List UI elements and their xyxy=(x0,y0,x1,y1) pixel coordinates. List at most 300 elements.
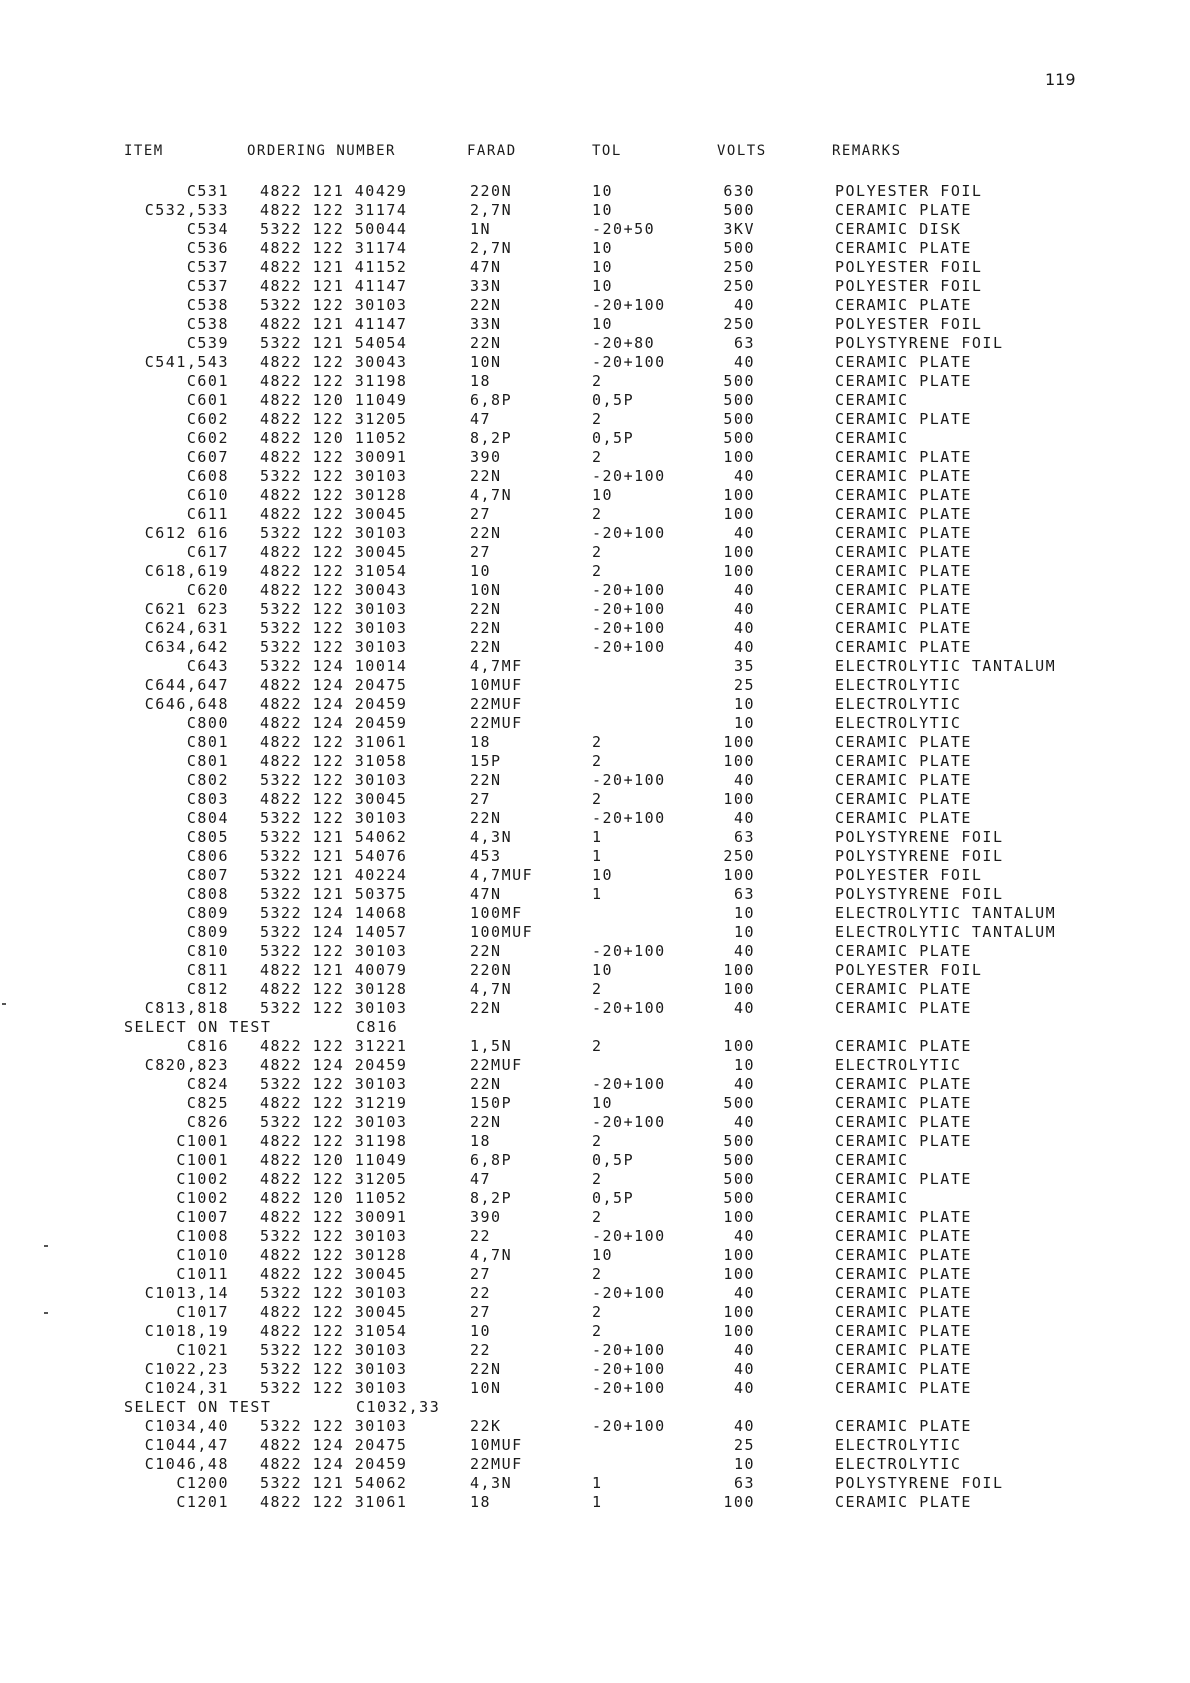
table-row xyxy=(0,999,1190,1018)
table-row xyxy=(0,619,1190,638)
volts-cell: 250 xyxy=(723,258,755,276)
farad-cell: 4,7N xyxy=(470,980,513,998)
farad-cell: 22MUF xyxy=(470,695,523,713)
remarks-cell: CERAMIC PLATE xyxy=(835,562,972,580)
remarks-cell: CERAMIC PLATE xyxy=(835,942,972,960)
item-cell: C612 616 xyxy=(144,524,229,542)
tol-cell: 1 xyxy=(592,847,603,865)
item-cell: C1001 xyxy=(176,1132,229,1150)
remarks-cell: ELECTROLYTIC xyxy=(835,1455,962,1473)
ordering-number-cell: 4822 122 30045 xyxy=(260,790,408,808)
item-cell: C1002 xyxy=(176,1189,229,1207)
volts-cell: 40 xyxy=(733,619,755,637)
header-farad: FARAD xyxy=(467,143,517,159)
ordering-number-cell: 5322 122 30103 xyxy=(260,638,408,656)
item-cell: C538 xyxy=(186,315,229,333)
item-cell: C610 xyxy=(186,486,229,504)
table-row xyxy=(0,1208,1190,1227)
table-row xyxy=(0,429,1190,448)
item-cell: C809 xyxy=(186,923,229,941)
volts-cell: 500 xyxy=(723,1151,755,1169)
volts-cell: 100 xyxy=(723,961,755,979)
table-row xyxy=(0,1303,1190,1322)
volts-cell: 500 xyxy=(723,239,755,257)
item-cell: C624,631 xyxy=(144,619,229,637)
remarks-cell: CERAMIC PLATE xyxy=(835,600,972,618)
item-cell: C1013,14 xyxy=(144,1284,229,1302)
item-cell: C532,533 xyxy=(144,201,229,219)
table-row xyxy=(0,1436,1190,1455)
item-cell: C536 xyxy=(186,239,229,257)
remarks-cell: CERAMIC PLATE xyxy=(835,1113,972,1131)
item-cell: C1002 xyxy=(176,1170,229,1188)
farad-cell: 33N xyxy=(470,277,502,295)
volts-cell: 100 xyxy=(723,790,755,808)
ordering-number-cell: 5322 122 30103 xyxy=(260,1417,408,1435)
volts-cell: 100 xyxy=(723,1208,755,1226)
tol-cell: -20+100 xyxy=(592,809,666,827)
ordering-number-cell: 4822 122 31219 xyxy=(260,1094,408,1112)
table-row xyxy=(0,258,1190,277)
tol-cell: -20+100 xyxy=(592,467,666,485)
ordering-number-cell: 5322 124 14068 xyxy=(260,904,408,922)
margin-mark xyxy=(44,1245,48,1247)
volts-cell: 100 xyxy=(723,1303,755,1321)
volts-cell: 63 xyxy=(733,1474,755,1492)
volts-cell: 40 xyxy=(733,581,755,599)
item-cell: C537 xyxy=(186,258,229,276)
remarks-cell: ELECTROLYTIC xyxy=(835,1056,962,1074)
table-row xyxy=(0,1170,1190,1189)
farad-cell: 1N xyxy=(470,220,492,238)
remarks-cell: CERAMIC PLATE xyxy=(835,1284,972,1302)
table-row xyxy=(0,1132,1190,1151)
tol-cell: 2 xyxy=(592,1303,603,1321)
farad-cell: 390 xyxy=(470,448,502,466)
ordering-number-cell: 5322 122 30103 xyxy=(260,1360,408,1378)
table-row xyxy=(0,1037,1190,1056)
farad-cell: 27 xyxy=(470,1303,492,1321)
item-cell: C1201 xyxy=(176,1493,229,1511)
farad-cell: 18 xyxy=(470,1132,492,1150)
farad-cell: 22MUF xyxy=(470,714,523,732)
remarks-cell: CERAMIC PLATE xyxy=(835,505,972,523)
volts-cell: 500 xyxy=(723,410,755,428)
ordering-number-cell: 5322 121 54062 xyxy=(260,828,408,846)
item-cell: C1034,40 xyxy=(144,1417,229,1435)
margin-mark xyxy=(44,1312,48,1314)
ordering-number-cell: 4822 122 31054 xyxy=(260,1322,408,1340)
ordering-number-cell: 5322 121 40224 xyxy=(260,866,408,884)
volts-cell: 63 xyxy=(733,334,755,352)
tol-cell: -20+100 xyxy=(592,600,666,618)
remarks-cell: CERAMIC PLATE xyxy=(835,486,972,504)
farad-cell: 22N xyxy=(470,334,502,352)
ordering-number-cell: 4822 122 30043 xyxy=(260,581,408,599)
table-row xyxy=(0,315,1190,334)
table-row xyxy=(0,1341,1190,1360)
tol-cell: -20+80 xyxy=(592,334,656,352)
tol-cell: 0,5P xyxy=(592,391,635,409)
volts-cell: 250 xyxy=(723,315,755,333)
tol-cell: 10 xyxy=(592,201,614,219)
table-row xyxy=(0,714,1190,733)
remarks-cell: CERAMIC PLATE xyxy=(835,353,972,371)
farad-cell: 22N xyxy=(470,467,502,485)
remarks-cell: CERAMIC PLATE xyxy=(835,1303,972,1321)
table-row xyxy=(0,448,1190,467)
remarks-cell: ELECTROLYTIC xyxy=(835,676,962,694)
farad-cell: 2,7N xyxy=(470,239,513,257)
ordering-number-cell: 4822 122 31221 xyxy=(260,1037,408,1055)
tol-cell: -20+100 xyxy=(592,581,666,599)
farad-cell: 4,3N xyxy=(470,1474,513,1492)
farad-cell: 4,7N xyxy=(470,1246,513,1264)
item-cell: C646,648 xyxy=(144,695,229,713)
remarks-cell: CERAMIC PLATE xyxy=(835,1322,972,1340)
tol-cell: 1 xyxy=(592,1474,603,1492)
note-reference: C1032,33 xyxy=(356,1398,441,1416)
ordering-number-cell: 5322 122 30103 xyxy=(260,771,408,789)
remarks-cell: CERAMIC PLATE xyxy=(835,752,972,770)
table-row xyxy=(0,600,1190,619)
table-row xyxy=(0,353,1190,372)
farad-cell: 22N xyxy=(470,524,502,542)
item-cell: C608 xyxy=(186,467,229,485)
margin-mark xyxy=(2,1003,6,1005)
item-cell: C1022,23 xyxy=(144,1360,229,1378)
ordering-number-cell: 5322 121 54062 xyxy=(260,1474,408,1492)
header-remarks: REMARKS xyxy=(832,143,902,159)
volts-cell: 40 xyxy=(733,1075,755,1093)
table-row xyxy=(0,942,1190,961)
volts-cell: 40 xyxy=(733,353,755,371)
remarks-cell: CERAMIC PLATE xyxy=(835,999,972,1017)
volts-cell: 10 xyxy=(733,1056,755,1074)
table-row xyxy=(0,752,1190,771)
volts-cell: 10 xyxy=(733,714,755,732)
remarks-cell: CERAMIC PLATE xyxy=(835,1132,972,1150)
volts-cell: 40 xyxy=(733,809,755,827)
ordering-number-cell: 4822 122 31205 xyxy=(260,1170,408,1188)
ordering-number-cell: 5322 122 30103 xyxy=(260,524,408,542)
item-cell: C602 xyxy=(186,410,229,428)
tol-cell: 1 xyxy=(592,1493,603,1511)
ordering-number-cell: 5322 122 30103 xyxy=(260,1227,408,1245)
item-cell: C805 xyxy=(186,828,229,846)
volts-cell: 10 xyxy=(733,923,755,941)
farad-cell: 100MF xyxy=(470,904,523,922)
farad-cell: 22N xyxy=(470,1113,502,1131)
volts-cell: 500 xyxy=(723,201,755,219)
table-row xyxy=(0,581,1190,600)
farad-cell: 22MUF xyxy=(470,1056,523,1074)
table-row xyxy=(0,695,1190,714)
farad-cell: 22N xyxy=(470,296,502,314)
table-row xyxy=(0,1056,1190,1075)
farad-cell: 10MUF xyxy=(470,1436,523,1454)
farad-cell: 10N xyxy=(470,581,502,599)
tol-cell: 2 xyxy=(592,372,603,390)
tol-cell: 2 xyxy=(592,1170,603,1188)
volts-cell: 500 xyxy=(723,429,755,447)
remarks-cell: POLYESTER FOIL xyxy=(835,866,983,884)
remarks-cell: ELECTROLYTIC TANTALUM xyxy=(835,657,1057,675)
item-cell: C531 xyxy=(186,182,229,200)
ordering-number-cell: 4822 122 31198 xyxy=(260,372,408,390)
tol-cell: 10 xyxy=(592,182,614,200)
table-row xyxy=(0,828,1190,847)
tol-cell: 10 xyxy=(592,866,614,884)
ordering-number-cell: 4822 124 20475 xyxy=(260,1436,408,1454)
item-cell: C538 xyxy=(186,296,229,314)
volts-cell: 100 xyxy=(723,1265,755,1283)
remarks-cell: ELECTROLYTIC xyxy=(835,1436,962,1454)
item-cell: C617 xyxy=(186,543,229,561)
ordering-number-cell: 4822 120 11049 xyxy=(260,391,408,409)
ordering-number-cell: 4822 122 30091 xyxy=(260,448,408,466)
volts-cell: 40 xyxy=(733,942,755,960)
ordering-number-cell: 4822 121 40079 xyxy=(260,961,408,979)
item-cell: C812 xyxy=(186,980,229,998)
farad-cell: 4,7MF xyxy=(470,657,523,675)
farad-cell: 150P xyxy=(470,1094,513,1112)
remarks-cell: CERAMIC PLATE xyxy=(835,790,972,808)
tol-cell: -20+100 xyxy=(592,1379,666,1397)
farad-cell: 22N xyxy=(470,942,502,960)
remarks-cell: CERAMIC PLATE xyxy=(835,1094,972,1112)
farad-cell: 22 xyxy=(470,1341,492,1359)
remarks-cell: CERAMIC PLATE xyxy=(835,1208,972,1226)
item-cell: C621 623 xyxy=(144,600,229,618)
header-item: ITEM xyxy=(124,143,164,159)
item-cell: C618,619 xyxy=(144,562,229,580)
table-row xyxy=(0,1265,1190,1284)
tol-cell: 10 xyxy=(592,1094,614,1112)
note-reference: C816 xyxy=(356,1018,399,1036)
ordering-number-cell: 5322 124 10014 xyxy=(260,657,408,675)
tol-cell: 0,5P xyxy=(592,429,635,447)
volts-cell: 40 xyxy=(733,771,755,789)
item-cell: C1001 xyxy=(176,1151,229,1169)
volts-cell: 40 xyxy=(733,467,755,485)
volts-cell: 100 xyxy=(723,980,755,998)
item-cell: C537 xyxy=(186,277,229,295)
ordering-number-cell: 5322 122 30103 xyxy=(260,1341,408,1359)
table-row xyxy=(0,638,1190,657)
ordering-number-cell: 4822 124 20459 xyxy=(260,714,408,732)
item-cell: C541,543 xyxy=(144,353,229,371)
volts-cell: 40 xyxy=(733,1379,755,1397)
farad-cell: 10 xyxy=(470,562,492,580)
ordering-number-cell: 4822 120 11052 xyxy=(260,1189,408,1207)
farad-cell: 18 xyxy=(470,372,492,390)
item-cell: C1017 xyxy=(176,1303,229,1321)
table-row xyxy=(0,980,1190,999)
volts-cell: 500 xyxy=(723,372,755,390)
tol-cell: 2 xyxy=(592,752,603,770)
remarks-cell: POLYSTYRENE FOIL xyxy=(835,847,1004,865)
remarks-cell: POLYESTER FOIL xyxy=(835,182,983,200)
volts-cell: 100 xyxy=(723,448,755,466)
tol-cell: 2 xyxy=(592,733,603,751)
item-cell: C808 xyxy=(186,885,229,903)
farad-cell: 220N xyxy=(470,182,513,200)
volts-cell: 500 xyxy=(723,1132,755,1150)
table-row xyxy=(0,1246,1190,1265)
volts-cell: 40 xyxy=(733,1227,755,1245)
header-tol: TOL xyxy=(592,143,622,159)
farad-cell: 390 xyxy=(470,1208,502,1226)
table-row xyxy=(0,486,1190,505)
tol-cell: 10 xyxy=(592,258,614,276)
ordering-number-cell: 4822 122 31054 xyxy=(260,562,408,580)
ordering-number-cell: 4822 121 40429 xyxy=(260,182,408,200)
farad-cell: 4,7MUF xyxy=(470,866,534,884)
table-row xyxy=(0,505,1190,524)
item-cell: C826 xyxy=(186,1113,229,1131)
volts-cell: 500 xyxy=(723,1094,755,1112)
item-cell: C809 xyxy=(186,904,229,922)
table-row xyxy=(0,1493,1190,1512)
tol-cell: -20+100 xyxy=(592,619,666,637)
remarks-cell: CERAMIC PLATE xyxy=(835,809,972,827)
ordering-number-cell: 5322 122 50044 xyxy=(260,220,408,238)
tol-cell: -20+100 xyxy=(592,353,666,371)
remarks-cell: CERAMIC PLATE xyxy=(835,619,972,637)
tol-cell: 2 xyxy=(592,980,603,998)
ordering-number-cell: 4822 121 41152 xyxy=(260,258,408,276)
remarks-cell: POLYESTER FOIL xyxy=(835,277,983,295)
remarks-cell: CERAMIC PLATE xyxy=(835,733,972,751)
farad-cell: 22N xyxy=(470,771,502,789)
volts-cell: 100 xyxy=(723,733,755,751)
remarks-cell: CERAMIC xyxy=(835,1151,909,1169)
ordering-number-cell: 5322 122 30103 xyxy=(260,809,408,827)
farad-cell: 18 xyxy=(470,733,492,751)
remarks-cell: CERAMIC PLATE xyxy=(835,1170,972,1188)
header-ordering-number: ORDERING NUMBER xyxy=(247,143,396,159)
ordering-number-cell: 4822 122 30128 xyxy=(260,486,408,504)
farad-cell: 22N xyxy=(470,600,502,618)
tol-cell: 2 xyxy=(592,1208,603,1226)
farad-cell: 22N xyxy=(470,999,502,1017)
remarks-cell: CERAMIC PLATE xyxy=(835,543,972,561)
remarks-cell: CERAMIC xyxy=(835,429,909,447)
volts-cell: 100 xyxy=(723,1246,755,1264)
farad-cell: 47 xyxy=(470,410,492,428)
item-cell: C803 xyxy=(186,790,229,808)
item-cell: C1018,19 xyxy=(144,1322,229,1340)
farad-cell: 27 xyxy=(470,1265,492,1283)
volts-cell: 40 xyxy=(733,1113,755,1131)
ordering-number-cell: 5322 122 30103 xyxy=(260,1284,408,1302)
farad-cell: 22N xyxy=(470,1075,502,1093)
farad-cell: 4,3N xyxy=(470,828,513,846)
volts-cell: 40 xyxy=(733,296,755,314)
farad-cell: 33N xyxy=(470,315,502,333)
farad-cell: 27 xyxy=(470,505,492,523)
farad-cell: 18 xyxy=(470,1493,492,1511)
volts-cell: 25 xyxy=(733,676,755,694)
volts-cell: 10 xyxy=(733,695,755,713)
tol-cell: 2 xyxy=(592,505,603,523)
volts-cell: 40 xyxy=(733,600,755,618)
ordering-number-cell: 5322 122 30103 xyxy=(260,999,408,1017)
table-row xyxy=(0,391,1190,410)
item-cell: C816 xyxy=(186,1037,229,1055)
item-cell: C807 xyxy=(186,866,229,884)
item-cell: C1024,31 xyxy=(144,1379,229,1397)
farad-cell: 27 xyxy=(470,790,492,808)
remarks-cell: CERAMIC PLATE xyxy=(835,239,972,257)
remarks-cell: ELECTROLYTIC TANTALUM xyxy=(835,904,1057,922)
item-cell: C802 xyxy=(186,771,229,789)
table-row xyxy=(0,467,1190,486)
remarks-cell: ELECTROLYTIC xyxy=(835,695,962,713)
tol-cell: 0,5P xyxy=(592,1189,635,1207)
tol-cell: -20+100 xyxy=(592,1284,666,1302)
ordering-number-cell: 4822 122 30045 xyxy=(260,1265,408,1283)
item-cell: C1010 xyxy=(176,1246,229,1264)
table-row xyxy=(0,220,1190,239)
farad-cell: 10N xyxy=(470,1379,502,1397)
ordering-number-cell: 4822 122 30091 xyxy=(260,1208,408,1226)
tol-cell: 2 xyxy=(592,1037,603,1055)
remarks-cell: CERAMIC PLATE xyxy=(835,448,972,466)
volts-cell: 40 xyxy=(733,1284,755,1302)
tol-cell: 2 xyxy=(592,1265,603,1283)
tol-cell: 2 xyxy=(592,1322,603,1340)
item-cell: C801 xyxy=(186,733,229,751)
tol-cell: -20+100 xyxy=(592,1075,666,1093)
table-row xyxy=(0,1113,1190,1132)
ordering-number-cell: 4822 122 30128 xyxy=(260,980,408,998)
item-cell: C813,818 xyxy=(144,999,229,1017)
farad-cell: 8,2P xyxy=(470,1189,513,1207)
volts-cell: 40 xyxy=(733,1341,755,1359)
table-row xyxy=(0,771,1190,790)
ordering-number-cell: 5322 122 30103 xyxy=(260,467,408,485)
farad-cell: 22N xyxy=(470,619,502,637)
table-row xyxy=(0,182,1190,201)
farad-cell: 22N xyxy=(470,1360,502,1378)
volts-cell: 100 xyxy=(723,486,755,504)
remarks-cell: CERAMIC PLATE xyxy=(835,296,972,314)
volts-cell: 100 xyxy=(723,505,755,523)
farad-cell: 22N xyxy=(470,809,502,827)
volts-cell: 100 xyxy=(723,1493,755,1511)
remarks-cell: CERAMIC PLATE xyxy=(835,201,972,219)
remarks-cell: CERAMIC PLATE xyxy=(835,980,972,998)
item-cell: C607 xyxy=(186,448,229,466)
note-text: SELECT ON TEST xyxy=(124,1398,272,1416)
item-cell: C800 xyxy=(186,714,229,732)
ordering-number-cell: 4822 122 30128 xyxy=(260,1246,408,1264)
table-row xyxy=(0,904,1190,923)
farad-cell: 6,8P xyxy=(470,391,513,409)
tol-cell: -20+100 xyxy=(592,1417,666,1435)
ordering-number-cell: 4822 120 11049 xyxy=(260,1151,408,1169)
tol-cell: 2 xyxy=(592,562,603,580)
item-cell: C824 xyxy=(186,1075,229,1093)
volts-cell: 250 xyxy=(723,847,755,865)
tol-cell: -20+100 xyxy=(592,638,666,656)
item-cell: C806 xyxy=(186,847,229,865)
table-row xyxy=(0,372,1190,391)
ordering-number-cell: 5322 122 30103 xyxy=(260,1113,408,1131)
volts-cell: 500 xyxy=(723,1170,755,1188)
